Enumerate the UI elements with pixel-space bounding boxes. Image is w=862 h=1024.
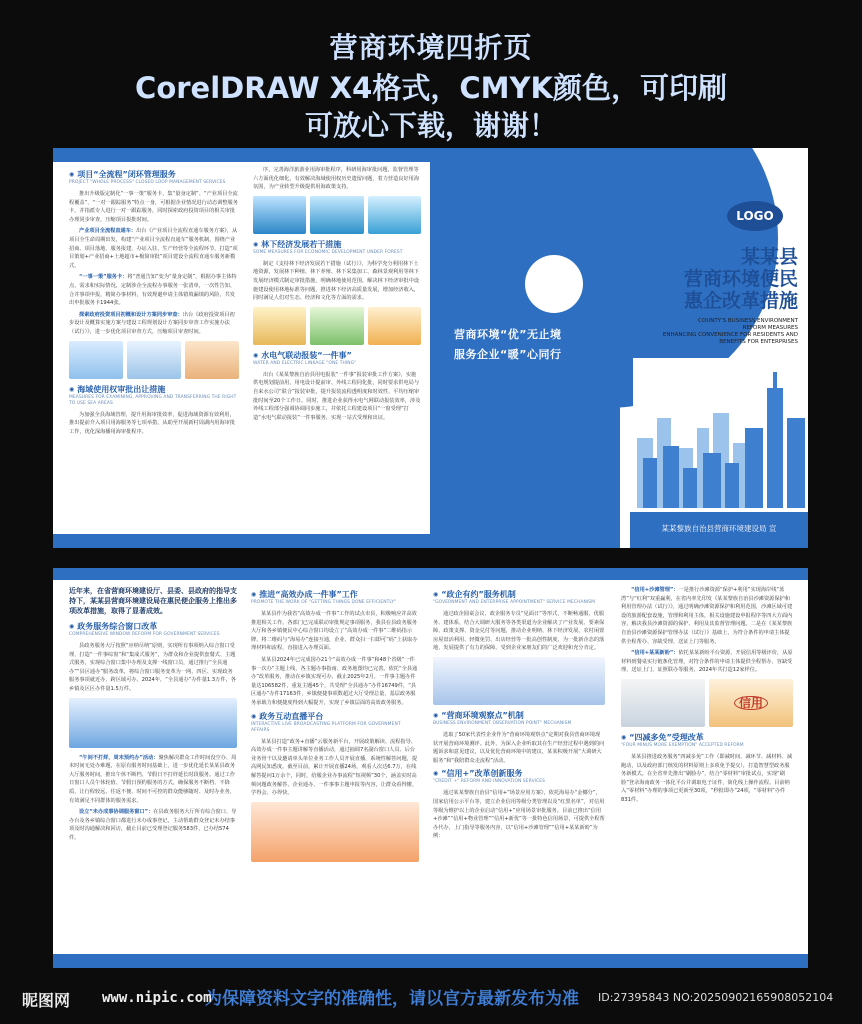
section-subtitle: MEASURES FOR EXAMINING, APPROVING AND TRANSFERRING THE RIGHT TO USE SEA AREAS — [69, 394, 237, 406]
harvest-illustration — [368, 307, 421, 345]
section-subtitle: BUSINESS ENVIRONMENT OBSERVATION POINT" MECHANISM — [433, 720, 572, 726]
illustration-strip — [251, 802, 419, 862]
back-column-4 — [621, 586, 793, 956]
header-line-3: 可放心下载，谢谢！ — [304, 109, 557, 142]
paragraph: 某某县作为我省“高效办成一件事”工作的试点市县，积极响应并高效推进相关工作。各部门已完成联动审批规定事项服务，我县在县政务服务大厅和各乡镇便民中心综合窗口均设立了“高效办成一件事”二维码指示牌，将二维码与“海易办”连接互通，企业、群众扫一扫即可“码”上获取办理材料和流程，直接进入办理页面。 — [251, 611, 418, 652]
illustration-strip — [621, 679, 793, 727]
section-subtitle: COMPREHENSIVE WINDOW REFORM FOR GOVERNMENT SERVICES — [69, 632, 220, 637]
intro-text: 近年来，在省营商环境建设厅、县委、县政府的指导支持下，某某县营商环境建设局在惠民便企服务上推出多项改革措施，取得了显著成效。 — [69, 587, 237, 615]
paragraph: 探索政府投资项目初概和设计方案同步审查：出台《政府投资项目初步设计及概算实施方案与建设工程规划设计方案同步审查工作实施办法（试行）》，进一步优化项目审查方式，压缩项目审查时间。 — [69, 311, 235, 335]
section-title: ◉ “信用+”改革创新服务 — [433, 769, 605, 779]
cover-title-line-3: 惠企改革措施 — [683, 290, 798, 312]
credit-stamp: 信用 — [734, 696, 768, 711]
ship-illustration — [368, 196, 421, 234]
back-column-2 — [251, 586, 419, 956]
section-title: ◉ 推进“高效办成一件事”工作 — [251, 590, 419, 600]
watermark-brand: 昵图网 — [22, 991, 71, 1010]
paragraph: 某某县打造“政务+直播”云服务新平台，开展政策解读、流程指导、高效办成一件事主题讲解等直播活动，通过抽调7名副台窗口人员、后台业务骨干以及邀请单头单位业务工作人员开展直播，系统性解答问题，提高网民知悉度。截至目前，累计开展直播24场，观看人次达6.7万，在线解答提问1万余个，同时，给服企业办事流程“短视频”30个，涵盖实时高频问题政务解答、企业通办、一件事事主题申报等内容，让群众看得懂、学得会、办得快。 — [251, 738, 418, 797]
front-column-1 — [69, 166, 239, 536]
section-subtitle: PROMOTE THE WORK OF "GETTING THINGS DONE EFFICIENTLY" — [251, 600, 397, 605]
illustration-strip — [69, 341, 239, 379]
header-line-2: CorelDRAW X4格式，CMYK颜色，可印刷 — [135, 71, 727, 105]
paragraph: 推出升级版定制化“一事一策”服务卡，集“量身定制”、“产业项目全流程覆盖”、“一对一跟踪服务”特点一身，可根据企业情况进行动态调整服务卡，并指派专人进行一对一跟踪服务，同时探索政府投资项目的相关审批办理同步审查，压缩项目报批时间。 — [69, 191, 238, 223]
watermark-id: ID:27395843 NO:20250902165908052104 — [598, 991, 834, 1004]
skyline-illustration — [633, 358, 808, 508]
illustration-strip — [69, 698, 237, 748]
paragraph: 选取了50家代表性企业作为“营商环境观察点”定期对我县营商环境现状开展营商环境测评。此外，为深入企业听取其在生产经营过程中遇到的问题诉求和意见建议，以及优化营商环境中的建议，某某积极开展“大调研大服务”和“我陪群众走流程”活动。 — [433, 731, 605, 764]
section-title: ◉ 海域使用权审批出让措施 — [69, 385, 239, 395]
cover-panel — [430, 148, 808, 548]
section-title: ◉ 政务服务综合窗口改革 — [69, 622, 237, 632]
section-title: ◉ “政企有约”服务机制 — [433, 590, 605, 600]
harbor-illustration — [310, 196, 363, 234]
section-title: ◉ 水电气联动报装“一件事” — [253, 351, 421, 361]
brochure-back — [53, 568, 808, 968]
cover-title-block — [628, 246, 798, 346]
city-illustration — [69, 341, 123, 379]
brochure-front — [53, 148, 808, 548]
cover-english-line-3: ENHANCING CONVENIENCE FOR RESIDENTS AND — [662, 332, 798, 338]
watermark-site: www.nipic.com — [102, 990, 212, 1006]
logo: LOGO — [727, 201, 783, 231]
bottom-band — [53, 954, 808, 968]
paragraph: 产业项目全流程直通车：出台《产业项目全流程直通车服务方案》，从项目全生命周期出发，构建“产业项目全流程直通车”服务机制，围绕产业招商、项目落地、服务报建、办证入驻、生产经营等全流程环节，打造“项目策划+产业招商+土地超市+极简审批”项目建设全流程直通车服务新模式。 — [69, 228, 238, 269]
section-subtitle: SOME MEASURES FOR ECONOMIC DEVELOPMENT UNDER FOREST — [253, 249, 403, 255]
header-line-1: 营商环境四折页 — [329, 31, 533, 64]
paragraph: 通过某某黎族自治县“信用+”场景应用方案》，依托海易办“金椰分”，国家信用公示平台等，建立企业信用等级分类管理以及“红黑名单”，对信用等级为维护以上的企业启动“信用+”应用场景审批服务。目前已推出“信用+沙滩”“信用+物业管理”“信用+新优”等一批特色信用场景，可提供全程帮办代办，上门指导等服务内容，以“信用+沙滩管理”“信用+某某新盼”为例： — [433, 790, 605, 840]
paragraph: 通过政企圆桌会议、政企服务专员“见面日”等形式，不断畅通服、优服务、建体系，结合大调研大服务等各类渠道为企业解决了产业发展、要素保障、政策支撑、资金兑付等问题，推动企业明纳、林下经济发展、农村闲置房屋盘活利用、轻微免罚、出店经营等一批高创性制度，为一批新企态的落地，发展提供了有力的保障，受到企业家朋友们的广泛欢迎和充分肯定。 — [433, 611, 605, 652]
cover-title-line-2: 营商环境便民 — [683, 268, 798, 290]
illustration-strip — [253, 307, 421, 345]
illustration-strip — [433, 657, 605, 705]
sun-circle — [525, 255, 583, 313]
farm-illustration — [253, 307, 306, 345]
front-column-2 — [253, 166, 421, 536]
forest-illustration — [310, 307, 363, 345]
section-subtitle: "CREDIT +" REFORM AND INNOVATION SERVICES — [433, 779, 545, 785]
cover-english-line-2: REFORM MEASURES — [742, 325, 798, 331]
paragraph: 设立“未办成事协调服务窗口”：在县政务服务大厅所有综合窗口、导办台及各乡镇综合窗口都进行未办成事登记，主动帮助群众登记未办结事项及时沟通解决和回访，截止目前已受理登记服务583件，已办结574件。 — [69, 809, 237, 841]
section-title: ◉ 项目“全流程”闭环管理服务 — [69, 170, 239, 180]
section-subtitle: PROJECT "WHOLE PROCESS" CLOSED LOOP MANAGEMENT SERVICES — [69, 180, 226, 185]
back-column-3 — [433, 586, 605, 956]
slogan-1: 营商环境“优”无止境 — [454, 328, 562, 341]
paragraph: 制定《支持林下经济发展若干措施（试行）》，为科学充分利用林下土地资源，发展林下种植、林下养殖、林下采集加工、森林景观利用等林下发展经济模式制定审批措施，明确林地使用范围，解决林下经济审批中设施建设使用林地标准等问题，推进林下经济高质量发展，增加经济收入，同时满足人们对生态、经济和文化等方面的需求。 — [253, 260, 420, 302]
back-column-1 — [69, 586, 237, 956]
service-hall-illustration — [69, 698, 237, 748]
paragraph: “午间不打烊，周末预约办”活动：聚焦解决群众工作时间没空办、周末时间无处办难题，在原有服务时间基础上，进一步优化延长某某县政务大厅服务时间，推出午休不断档、节假日不打烊延长时段服务。通过工作日窗口人员午休轮值、节假日预约服务的方式，确保服务不断档、不降质，让行程较远、往返不便、时间不可控的群众能够随时、及时办业务，有效满足不同群体的服务需求。 — [69, 754, 237, 804]
publisher-line: 某某黎族自治县营商环境建设局 宣 — [630, 512, 808, 548]
section-title: ◉ “四减多免”受理改革 — [621, 733, 793, 743]
section-subtitle: "FOUR MINUS MORE EXEMPTION" ACCEPTED REFORM — [621, 742, 744, 748]
section-title: ◉ “营商环境观察点”机制 — [433, 711, 605, 721]
paragraph: 为加强全县海域管理，提升用海审批效率，促进海域资源有效利用，推出提前介入项目用海服务等七项举措，从助至开展新村周湖内用海审批工作，优化深海播用海审批程序。 — [69, 411, 236, 435]
slogan-2: 服务企业“暖”心同行 — [454, 348, 562, 361]
cover-title-line-1: 某某县 — [740, 246, 798, 268]
footer-warning: 为保障资料文字的准确性，请以官方最新发布为准 — [205, 989, 579, 1009]
illustration-strip — [253, 196, 421, 234]
magnifier-illustration — [621, 679, 705, 727]
paragraph: “信用+某某新盼”：依托某某新盼平台资源，开展信用等级评价，从原材料到餐桌实行链条化管理，对符合条件的申请主体提供全程帮办、容缺受理、送证上门、证照联办等服务，2024年共打造12家样位。 — [621, 650, 793, 674]
paragraph: “信用+沙滩管理”：一是推行沙滩资源“保护+利用”实现海岸线“蓝湾”与“红利”双重赢利，在省内率先印发《某某黎族自治县沙滩资源保护和利用管理办法（试行）》，通过明确沙滩资源保护和利用范围，沙滩区域可建设的旅游配套设施，管理和利用主体，相关设施建设申报程序等四大方面内容，解决我县沙滩资源的保护、利用及其监督管理问题。二是在《某某黎族自治县沙滩资源保护管理办法（试行）》基础上，为符合条件的申请主体提供全程帮办、容缺受理、送证上门等服务。 — [621, 587, 793, 645]
paragraph: 出台《某某黎族自治县用电报装“一件事”报装审批工作方案》，实施供电规划提前用，用电设计提前审、外线工程同化批，同时要求供电局与自来水公司“联合”报装审批，提升报装流程透明度和时效性，平均压缩审批时间至20个工作日。同时，推进企业获得水电气网联动报装效率，涉及外线工程部分强调协调同步施工，并依托工程建设项目“一窗受理”打造“水电气联动报装”一件事服务，实现一站式受理和出证。 — [253, 371, 421, 421]
bottom-band — [53, 534, 433, 548]
section-subtitle: "GOVERNMENT AND ENTERPRISE APPOINTMENT" SERVICE MECHANISM — [433, 600, 596, 605]
building-illustration — [127, 341, 181, 379]
section-title: ◉ 政务互动直播平台 — [251, 712, 419, 722]
bridge-illustration — [253, 196, 306, 234]
livestream-illustration — [251, 802, 419, 862]
paragraph: 县政务服务大厅按照“应纳尽纳”原则，实现所有事项纳入综合窗口受理，打造“一件事综窗”和“集成式服务”，为群众和企业提供套餐式、主题式服务，实现综合窗口集中办理及支撑一线窗口员，通过推行“全县通办”“县区通办”服务改革，将综合窗口服务变革为一网、四区、实现政务服务事项就近办、跨区域可办。2024年，“全县通办”办件量1.3万件，各乡镇及区区办件量1.5万件。 — [69, 643, 236, 692]
paragraph: 某某县推进政务服务“四减多免”工作（即减时间、减环节、减材料、减跑动，以及政府部门核发的材料原则上多项免予提交），打造智慧型政务服务新模式。在全省率先推出“刷脸办”，结合“零材料”审批试点，实现“刷脸”登录海南政务一体化平台并调取电子证件，简化线上操作流程。目前纳入“零材料”办理的事项已更新至30项，“秒批即办”24项，“零材料”办件831件。 — [621, 753, 793, 803]
person-illustration — [185, 341, 239, 379]
section-title: ◉ 林下经济发展若干措施 — [253, 240, 421, 250]
paragraph: 某某县2024年已完成国办21个“高效办成一件事”和48个省级“一件事一次办”主题上线，各主题办事指南、政务地图均已完善。依托“全县通办”改革服务，推动在乡镇实现可办，截止2025年2月，一件事主题办件量达106582件，重复主题45个，共受理“全县通办”办件16749件，“县区通办”办件17163件，乡镇便捷事项数超过大厅受理总量，基层政务服务承载力和便捷度得到大幅提升，实现了乡镇层面的高效政务服务。 — [251, 656, 418, 706]
paragraph: 序、完善海洋旅游业用海审批程序，科研用海审批问题、监督管理等六方面优化细化，有效解决海域使用权历史遗留问题，着力营造良好用海氛围，为产业转型升级提供用海政策支持。 — [253, 167, 420, 191]
credit-illustration — [709, 679, 793, 727]
paragraph: “一事一策”服务卡：将“普通告知”变为“量身定制”，根据办事主体特点、需求和实际情况，定制涉企全流程办事服务一张清单，一次性告知、合并事项申报，精简办事材料，有效规避申请主体错填漏填的风险，共发出申批服务卡1944张。 — [69, 274, 237, 307]
section-subtitle: INTERACTIVE LIVE BROADCASTING PLATFORM FOR GOVERNMENT AFFAIRS — [251, 721, 401, 733]
section-subtitle: WATER AND ELECTRIC LINKAGE "ONE THING" — [253, 360, 357, 366]
meeting-illustration — [433, 657, 605, 705]
cover-english-line-1: COUNTY'S BUSINESS ENVIRONMENT — [698, 318, 798, 324]
top-band — [53, 568, 808, 580]
cover-english-line-4: BENEFITS FOR ENTERPRISES — [719, 339, 798, 345]
